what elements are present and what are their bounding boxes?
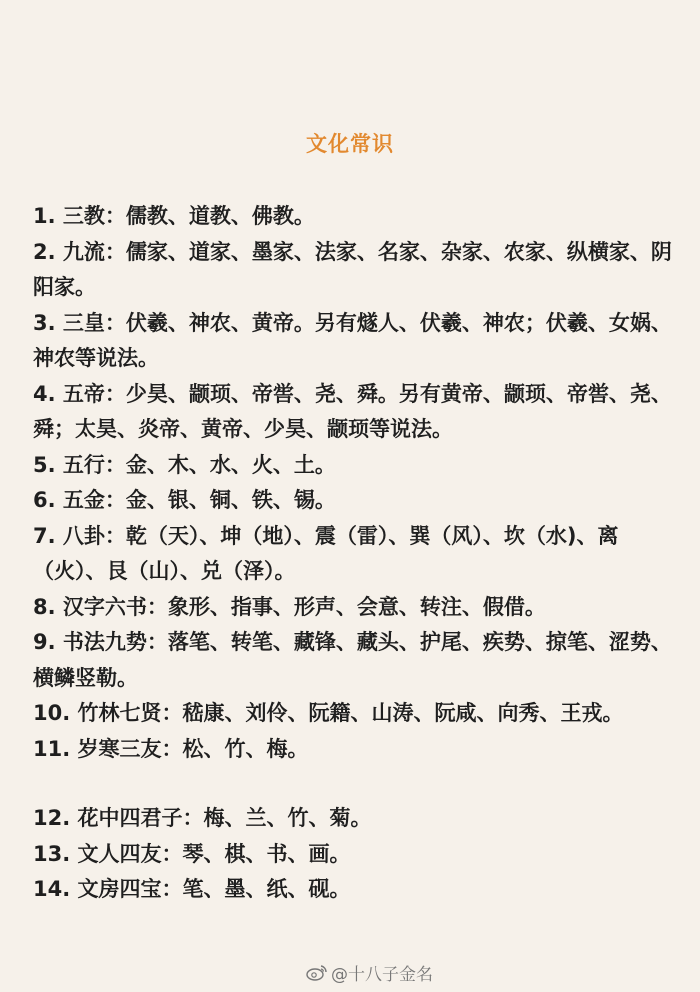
item-text: 汉字六书：象形、指事、形声、会意、转注、假借。	[62, 594, 546, 619]
item-text: 五金：金、银、铜、铁、锡。	[62, 488, 336, 512]
list-item	[33, 590, 673, 626]
item-text: 书法九势：落笔、转笔、藏锋、藏头、护尾、疾势、掠笔、涩势、横鳞竖勒。	[33, 630, 672, 690]
item-text: 九流：儒家、道家、墨家、法家、名家、杂家、农家、纵横家、阴阳家。	[33, 239, 672, 299]
list-item	[33, 235, 673, 306]
list-item	[33, 519, 673, 590]
watermark	[306, 960, 433, 985]
list-item	[33, 377, 673, 448]
weibo-icon	[306, 964, 328, 981]
list-item	[33, 483, 673, 519]
list-item	[33, 872, 673, 908]
page-title: 文化常识	[306, 132, 394, 156]
list-item	[33, 448, 673, 484]
item-number: 6.	[33, 488, 56, 512]
item-text: 五帝：少昊、颛顼、帝喾、尧、舜。另有黄帝、颛顼、帝喾、尧、舜；太昊、炎帝、黄帝、少昊、颛顼等说法。	[33, 381, 672, 441]
item-number: 5.	[33, 452, 56, 477]
list-item	[33, 625, 673, 696]
item-text: 文人四友：琴、棋、书、画。	[77, 841, 351, 866]
item-text: 三教：儒教、道教、佛教。	[62, 204, 315, 228]
item-number: 4.	[33, 381, 56, 406]
item-text: 八卦：乾（天）、坤（地）、震（雷）、巽（风）、坎（水)、离（火）、艮（山）、兑（泽）。	[33, 523, 619, 583]
list-item	[33, 732, 673, 768]
list-item	[33, 801, 673, 837]
item-number: 8.	[33, 594, 56, 619]
item-text: 五行：金、木、水、火、土。	[62, 452, 336, 477]
list-item	[33, 199, 673, 235]
item-number: 7.	[33, 523, 56, 548]
item-text: 竹林七贤：嵇康、刘伶、阮籍、山涛、阮咸、向秀、王戎。	[77, 701, 624, 725]
item-number: 9.	[33, 630, 56, 654]
item-text: 三皇：伏羲、神农、黄帝。另有燧人、伏羲、神农；伏羲、女娲、神农等说法。	[33, 310, 672, 370]
item-number: 1.	[33, 204, 56, 228]
spacer	[33, 767, 673, 801]
watermark-text: @十八子金名	[331, 965, 433, 985]
item-text: 岁寒三友：松、竹、梅。	[77, 736, 309, 761]
item-text: 文房四宝：笔、墨、纸、砚。	[77, 877, 351, 901]
item-text: 花中四君子：梅、兰、竹、菊。	[77, 806, 372, 830]
list-item	[33, 837, 673, 873]
knowledge-list	[33, 199, 673, 908]
item-number: 11.	[33, 736, 71, 761]
item-number: 10.	[33, 701, 71, 725]
list-item	[33, 696, 673, 732]
item-number: 12.	[33, 806, 71, 830]
list-item	[33, 306, 673, 377]
item-number: 14.	[33, 877, 71, 901]
item-number: 2.	[33, 239, 56, 264]
item-number: 3.	[33, 310, 56, 335]
item-number: 13.	[33, 841, 71, 866]
